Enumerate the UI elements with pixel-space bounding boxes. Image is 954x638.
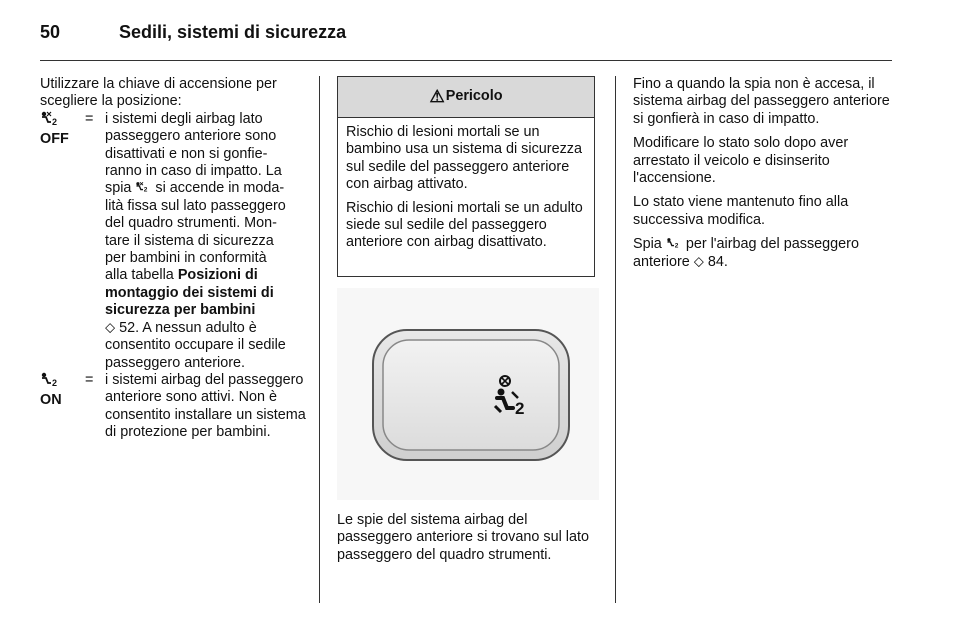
entry-on xyxy=(40,372,310,442)
column-right xyxy=(633,76,895,278)
warning-paragraph: Rischio di lesioni mortali se un adulto siede sul sedile del passeggero anteriore con airbag disattivato. xyxy=(346,199,583,251)
airbag-indicator-figure xyxy=(337,288,599,500)
page-number: 50 xyxy=(40,22,61,42)
column-left xyxy=(40,76,310,442)
page-ref[interactable]: 84 xyxy=(707,253,724,270)
table-reference[interactable]: Posizioni di montaggio dei sistemi di sicurezza per bambini xyxy=(105,267,274,319)
paragraph: Spia 2 per l'airbag del passeggero anteriore ⬦ 84. xyxy=(633,236,859,270)
airbag-off-inline-icon xyxy=(135,180,155,196)
warning-box xyxy=(337,76,595,277)
svg-text:2: 2 xyxy=(144,187,148,194)
warning-paragraph: Rischio di lesioni mortali se un bambino usa un sistema di sicurezza sul sedile del passeggero anteriore con airbag attivato. xyxy=(346,124,582,193)
warning-triangle-icon: ⚠ xyxy=(429,87,445,107)
page-ref[interactable]: 52 xyxy=(119,319,136,336)
page-ref-arrow-icon: ⬦ xyxy=(693,253,704,270)
paragraph: Modificare lo stato solo dopo aver arrestato il veicolo e disinserito l'accensione. xyxy=(633,135,849,187)
svg-text:2: 2 xyxy=(674,242,679,250)
page-header xyxy=(40,20,892,61)
paragraph: Lo stato viene mantenuto fino alla successiva modifica. xyxy=(633,194,849,228)
warning-header xyxy=(338,77,594,118)
airbag-on-icon xyxy=(40,372,85,392)
on-description: i sistemi airbag del passeggero anteriore sono attivi. Non è consentito installare un sistema di protezione per bambini. xyxy=(105,371,306,441)
column-divider xyxy=(615,76,616,603)
svg-text:2: 2 xyxy=(52,116,58,126)
off-label: OFF xyxy=(40,131,69,148)
chapter-title: Sedili, sistemi di sicurezza xyxy=(119,22,347,42)
off-description: i sistemi degli airbag lato passeggero anteriore sono disattivati e non si gonfie- ranno in caso di impatto. La spia 2 si accende in moda- lità fissa sul lato passeggero del quadro strumenti. Mon- tare il sistema di sicurezza per bambini in conformità alla tabella Posizioni di montaggio dei sistemi di sicurezza per bambini ⬦ 52. A nessun adulto è consentito occupare il sedile passeggero anteriore. xyxy=(105,110,286,371)
svg-text:2: 2 xyxy=(52,377,58,387)
airbag-on-inline-icon xyxy=(666,236,686,252)
airbag-off-icon xyxy=(40,111,85,131)
column-middle xyxy=(337,76,599,277)
on-label: ON xyxy=(40,392,62,409)
page-ref-arrow-icon: ⬦ xyxy=(105,319,116,336)
equals-sign: = xyxy=(85,110,94,127)
figure-caption: Le spie del sistema airbag del passeggero anteriore si trovano sul lato passeggero del quadro strumenti. xyxy=(337,512,589,563)
entry-off xyxy=(40,111,310,372)
glyph-number: 2 xyxy=(515,399,525,418)
warning-title: Pericolo xyxy=(445,88,503,105)
column-divider xyxy=(319,76,320,603)
intro-text: Utilizzare la chiave di accensione per scegliere la posizione: xyxy=(40,76,277,110)
paragraph: Fino a quando la spia non è accesa, il sistema airbag del passeggero anteriore si gonfierà in caso di impatto. xyxy=(633,76,890,127)
equals-sign: = xyxy=(85,371,94,388)
